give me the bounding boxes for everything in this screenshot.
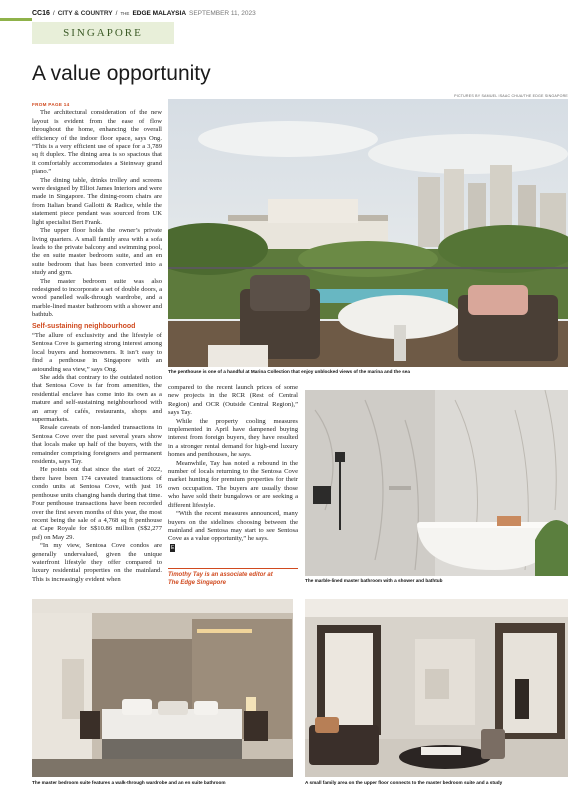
brand-prefix: THE <box>120 10 130 16</box>
paragraph: “The allure of exclusivity and the lifestyle of Sentosa Cove is garnering strong interest among local buyers and homeowners. It isn’t easy to find a penthouse in Singapore with an astounding sea view,” says Ong. <box>32 331 162 373</box>
paragraph: Resale caveats of non-landed transactions in Sentosa Cove over the past several years show that locals make up half of the buyers, with the remainder comprising foreigners and permanent residents, says Tay. <box>32 424 162 466</box>
section-label: SINGAPORE <box>32 22 174 44</box>
bedroom-photo <box>32 599 293 777</box>
paragraph: compared to the recent launch prices of some new projects in the RCR (Rest of Central Region) and OCR (Outside Central Region),” says Tay. <box>168 384 298 417</box>
page-header <box>32 6 552 20</box>
paragraph: Meanwhile, Tay has noted a rebound in the number of locals returning to the Sentosa Cove market hunting for premium properties for their own occupation. The buyers are usually those who have sold their bungalows or are seeking a different lifestyle. <box>168 459 298 509</box>
header-accent-bar <box>0 18 32 21</box>
bathroom-photo <box>305 390 568 576</box>
header-divider: / <box>115 9 118 17</box>
paragraph: “In my view, Sentosa Cove condos are generally undervalued, given the unique waterfront lifestyle they offer compared to luxury residential properties on the mainland. This is increasingly evident when <box>32 542 162 583</box>
balcony-caption: The penthouse is one of a handful at Marina Collection that enjoy unblocked views of the marina and the sea <box>168 369 410 374</box>
paragraph: She adds that contrary to the outdated notion that Sentosa Cove is far from amenities, the residential enclave has come into its own as a mature and self-sustaining neighbourhood with an array of cafés, restaurants, shops and supermarkets. <box>32 374 162 424</box>
article-column-1 <box>32 101 162 584</box>
header-divider: / <box>52 9 55 17</box>
article-column-2 <box>168 384 298 552</box>
paragraph: While the property cooling measures implemented in April have dampened buying interest from foreign buyers, they have resulted in a stronger rental demand for high-end luxury homes and penthouses, he says. <box>168 417 298 459</box>
bedroom-caption: The master bedroom suite features a walk-through wardrobe and an en suite bathroom <box>32 780 226 785</box>
end-mark: E <box>171 544 175 551</box>
photo-credit: PICTURES BY SAMUEL ISAAC CHUA/THE EDGE SINGAPORE <box>454 94 568 98</box>
balcony-photo <box>168 99 568 367</box>
subheading: Self-sustaining neighbourhood <box>32 322 136 330</box>
author-byline <box>168 568 298 587</box>
byline-line-2: The Edge Singapore <box>168 579 227 586</box>
paragraph: The master bedroom suite was also redesigned to incorporate a set of double doors, a wood panelled walk-through wardrobe, and a marble-lined master bathroom with a shower and bathtub. <box>32 277 162 319</box>
family-area-photo <box>305 599 568 777</box>
page-number: CC16 <box>32 9 50 17</box>
from-page-label: FROM PAGE 14 <box>32 102 70 107</box>
bathroom-caption: The marble-lined master bathroom with a shower and bathtub <box>305 578 443 583</box>
byline-line-1: Timothy Tay is an associate editor at <box>168 572 273 578</box>
paragraph: The upper floor holds the owner’s private living quarters. A small family area with a sofa leads to the private balcony and swimming pool, the en suite master bedroom suite, and an en suite bedroom that has been converted into a study and gym. <box>32 227 162 277</box>
paragraph: The dining table, drinks trolley and screens were designed by Elliot James Interiors and were made in Singapore. The dining-room chairs are from Italian brand Gallotti & Radice, while the statement piece pendant was sourced from UK light specialist Bert Frank. <box>32 176 162 226</box>
issue-date: SEPTEMBER 11, 2023 <box>189 9 256 17</box>
paragraph: “With the recent measures announced, many buyers on the sidelines choosing between the mainland and Sentosa may start to see Sentosa Cove as a value opportunity,” he says. <box>168 510 298 543</box>
header-section: CITY & COUNTRY <box>57 9 113 17</box>
brand-name: EDGE MALAYSIA <box>132 9 187 17</box>
article-title: A value opportunity <box>32 62 211 85</box>
paragraph: He points out that since the start of 2022, there have been 174 caveated transactions of condo units at Sentosa Cove, with just 16 penthouse units changing hands during that time. Four penthouse transactions have been recorded over the first seven months of this year, the most recent being the sale of a 4,768 sq ft penthouse at Cape Royale for S$10.86 million (S$2,277 psf) on May 29. <box>32 466 162 541</box>
family-area-caption: A small family area on the upper floor connects to the master bedroom suite and a study <box>305 780 503 785</box>
paragraph: The architectural consideration of the new layout is evident from the ease of flow throughout the home, enhancing the overall efficiency of the indoor floor space, says Ong. “This is a very efficient use of space for a 3,789 sq ft duplex. The dining area is so spacious that it comfortably accommodates a Steinway grand piano.” <box>32 109 162 176</box>
